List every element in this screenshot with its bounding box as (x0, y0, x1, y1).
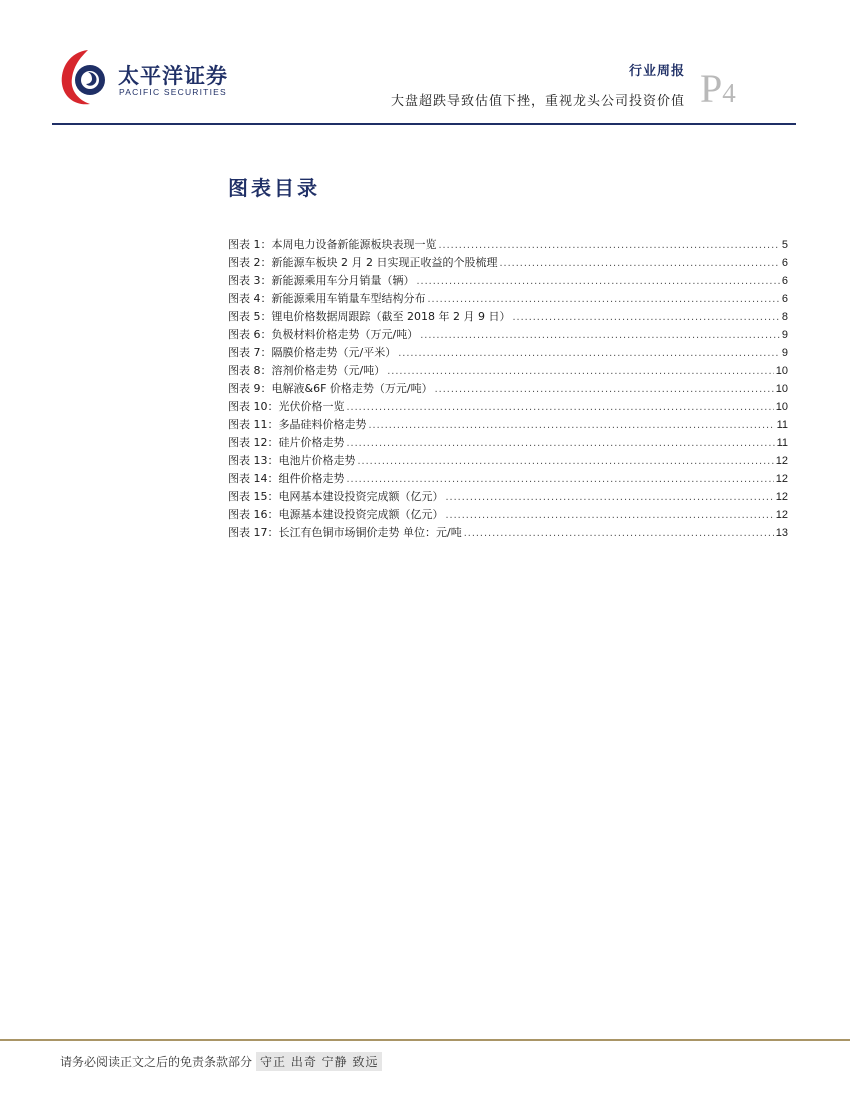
toc-entry-page: 8 (781, 311, 788, 323)
toc-entry-label: 图表 6：负极材料价格走势（万元/吨） (228, 328, 419, 341)
pacific-securities-logo-icon (58, 46, 114, 108)
toc-entry-page: 10 (775, 383, 788, 395)
toc-entry-page: 10 (775, 365, 788, 377)
toc-entry[interactable] (228, 362, 788, 380)
toc-entry[interactable] (228, 524, 788, 542)
report-type: 行业周报 (628, 64, 685, 79)
footer-motto: 守正 出奇 宁静 致远 (256, 1052, 382, 1071)
toc-entry-label: 图表 9：电解液&6F 价格走势（万元/吨） (228, 382, 433, 395)
toc-entry-page: 11 (776, 419, 788, 431)
toc-entry-page: 10 (775, 401, 788, 413)
toc-dot-leader (417, 272, 780, 290)
toc-entry-page: 12 (775, 509, 788, 521)
toc-entry-page: 5 (781, 239, 788, 251)
toc-entry-page: 13 (775, 527, 788, 539)
toc-entry-page: 12 (775, 491, 788, 503)
toc-entry-page: 6 (781, 293, 788, 305)
toc-dot-leader (347, 470, 774, 488)
toc-dot-leader (347, 398, 774, 416)
toc-dot-leader (369, 416, 775, 434)
toc-entry-label: 图表 11：多晶硅料价格走势 (228, 418, 367, 431)
toc-entry-label: 图表 14：组件价格走势 (228, 472, 345, 485)
toc-dot-leader (347, 434, 775, 452)
toc-entry-label: 图表 7：隔膜价格走势（元/平米） (228, 346, 397, 359)
page-number-prefix: P (700, 66, 723, 111)
company-logo (58, 46, 248, 108)
toc-heading: 图表目录 (228, 176, 320, 200)
toc-entry-page: 12 (775, 455, 788, 467)
toc-entry[interactable] (228, 254, 788, 272)
toc-entry[interactable] (228, 506, 788, 524)
toc-entry-label: 图表 17：长江有色铜市场铜价走势 单位：元/吨 (228, 526, 462, 539)
page-number-value: 4 (722, 78, 736, 108)
page-footer (60, 1052, 382, 1071)
toc-entry[interactable] (228, 452, 788, 470)
toc-entry-label: 图表 4：新能源乘用车销量车型结构分布 (228, 292, 426, 305)
toc-entry[interactable] (228, 488, 788, 506)
toc-entry-label: 图表 15：电网基本建设投资完成额（亿元） (228, 490, 444, 503)
toc-dot-leader (435, 380, 774, 398)
toc-dot-leader (387, 362, 774, 380)
toc-entry-label: 图表 13：电池片价格走势 (228, 454, 356, 467)
toc-entry[interactable] (228, 326, 788, 344)
toc-entry[interactable] (228, 236, 788, 254)
toc-entry[interactable] (228, 398, 788, 416)
toc-entry[interactable] (228, 470, 788, 488)
report-title: 大盘超跌导致估值下挫，重视龙头公司投资价值 (390, 94, 685, 109)
toc-entry-label: 图表 5：锂电价格数据周跟踪（截至 2018 年 2 月 9 日） (228, 310, 511, 323)
toc-entry[interactable] (228, 380, 788, 398)
toc-entry-page: 6 (781, 275, 788, 287)
toc-entry[interactable] (228, 434, 788, 452)
toc-dot-leader (439, 236, 780, 254)
page-number (700, 66, 736, 113)
toc-entry-page: 9 (781, 329, 788, 341)
toc-entry-label: 图表 12：硅片价格走势 (228, 436, 345, 449)
toc-entry[interactable] (228, 290, 788, 308)
toc-dot-leader (499, 254, 779, 272)
footer-divider (0, 1039, 850, 1041)
toc-entry-page: 12 (775, 473, 788, 485)
header-divider (52, 123, 796, 125)
toc-entry-label: 图表 2：新能源车板块 2 月 2 日实现正收益的个股梳理 (228, 256, 498, 269)
toc-entry-label: 图表 10：光伏价格一览 (228, 400, 345, 413)
logo-company-name-en: PACIFIC SECURITIES (119, 87, 227, 97)
toc-dot-leader (420, 326, 780, 344)
toc-dot-leader (428, 290, 780, 308)
toc-entry[interactable] (228, 308, 788, 326)
logo-company-name-cn: 太平洋证券 (118, 64, 228, 88)
toc-dot-leader (446, 488, 774, 506)
toc-list (228, 236, 788, 542)
toc-dot-leader (398, 344, 780, 362)
toc-dot-leader (358, 452, 774, 470)
toc-entry-label: 图表 8：溶剂价格走势（元/吨） (228, 364, 386, 377)
toc-entry[interactable] (228, 416, 788, 434)
footer-disclaimer: 请务必阅读正文之后的免责条款部分 (60, 1055, 253, 1069)
toc-entry-page: 9 (781, 347, 788, 359)
toc-dot-leader (446, 506, 774, 524)
toc-entry[interactable] (228, 344, 788, 362)
toc-entry-label: 图表 16：电源基本建设投资完成额（亿元） (228, 508, 444, 521)
toc-entry-label: 图表 1：本周电力设备新能源板块表现一览 (228, 238, 437, 251)
toc-entry-page: 6 (781, 257, 788, 269)
toc-entry-label: 图表 3：新能源乘用车分月销量（辆） (228, 274, 415, 287)
toc-entry[interactable] (228, 272, 788, 290)
toc-dot-leader (512, 308, 779, 326)
toc-entry-page: 11 (776, 437, 788, 449)
toc-dot-leader (464, 524, 774, 542)
